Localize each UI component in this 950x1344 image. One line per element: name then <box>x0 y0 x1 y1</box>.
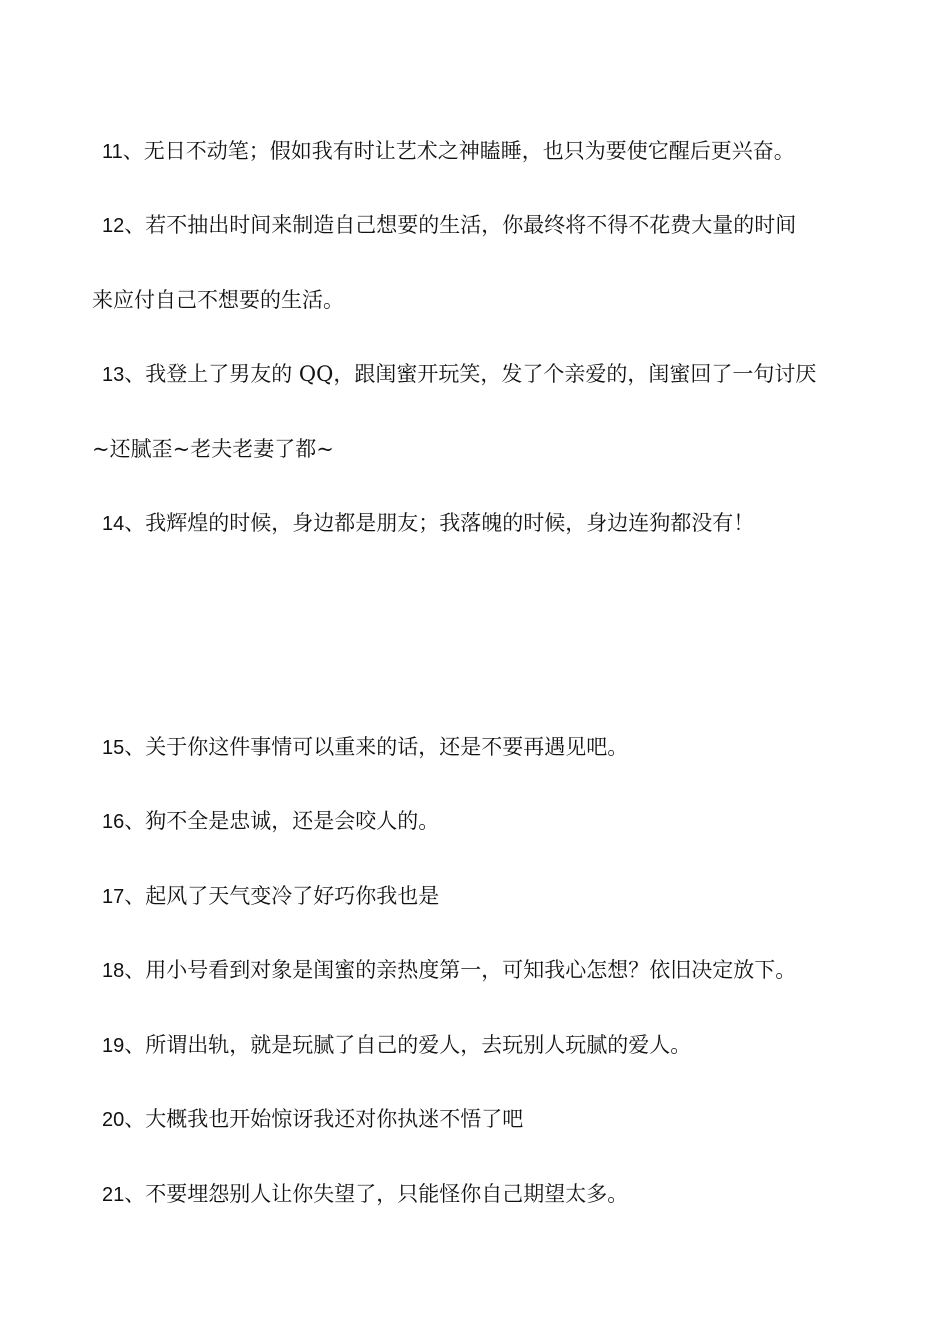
item-text: 、无日不动笔；假如我有时让艺术之神瞌睡，也只为要使它醒后更兴奋。 <box>122 139 795 163</box>
list-item <box>92 1179 892 1210</box>
item-number: 21 <box>102 1184 125 1206</box>
list-item <box>92 210 892 241</box>
item-number: 12 <box>102 215 125 237</box>
list-item <box>92 136 892 167</box>
item-text: ~还腻歪~老夫老妻了都~ <box>92 437 334 461</box>
item-text: 、我辉煌的时候，身边都是朋友；我落魄的时候，身边连狗都没有！ <box>124 511 755 535</box>
item-number: 20 <box>102 1109 125 1131</box>
item-number: 15 <box>102 737 125 759</box>
list-item-continuation <box>92 434 882 464</box>
item-text: 、大概我也开始惊讶我还对你执迷不悟了吧 <box>124 1107 524 1131</box>
list-item-continuation <box>92 285 882 315</box>
list-item <box>92 881 892 912</box>
item-number: 13 <box>102 364 125 386</box>
list-item <box>92 359 892 390</box>
list-item <box>92 955 892 986</box>
list-item <box>92 508 892 539</box>
item-text: 、不要埋怨别人让你失望了，只能怪你自己期望太多。 <box>124 1182 629 1206</box>
item-number: 14 <box>102 513 125 535</box>
list-item <box>92 1104 892 1135</box>
list-item <box>92 806 892 837</box>
item-text: 、狗不全是忠诚，还是会咬人的。 <box>124 809 440 833</box>
item-text: 、若不抽出时间来制造自己想要的生活，你最终将不得不花费大量的时间 <box>124 213 797 237</box>
item-text: 、用小号看到对象是闺蜜的亲热度第一，可知我心怎想？依旧决定放下。 <box>124 958 797 982</box>
item-text: 、所谓出轨，就是玩腻了自己的爱人，去玩别人玩腻的爱人。 <box>124 1033 692 1057</box>
item-number: 16 <box>102 811 125 833</box>
item-number: 11 <box>102 141 123 163</box>
item-text: 、关于你这件事情可以重来的话，还是不要再遇见吧。 <box>124 735 629 759</box>
item-number: 19 <box>102 1035 125 1057</box>
list-item <box>92 1030 892 1061</box>
item-text: 来应付自己不想要的生活。 <box>92 288 344 312</box>
item-text: 、起风了天气变冷了好巧你我也是 <box>124 884 440 908</box>
list-item <box>92 732 892 763</box>
item-text: 、我登上了男友的 QQ，跟闺蜜开玩笑，发了个亲爱的，闺蜜回了一句讨厌 <box>124 362 817 386</box>
item-number: 17 <box>102 886 125 908</box>
item-number: 18 <box>102 960 125 982</box>
